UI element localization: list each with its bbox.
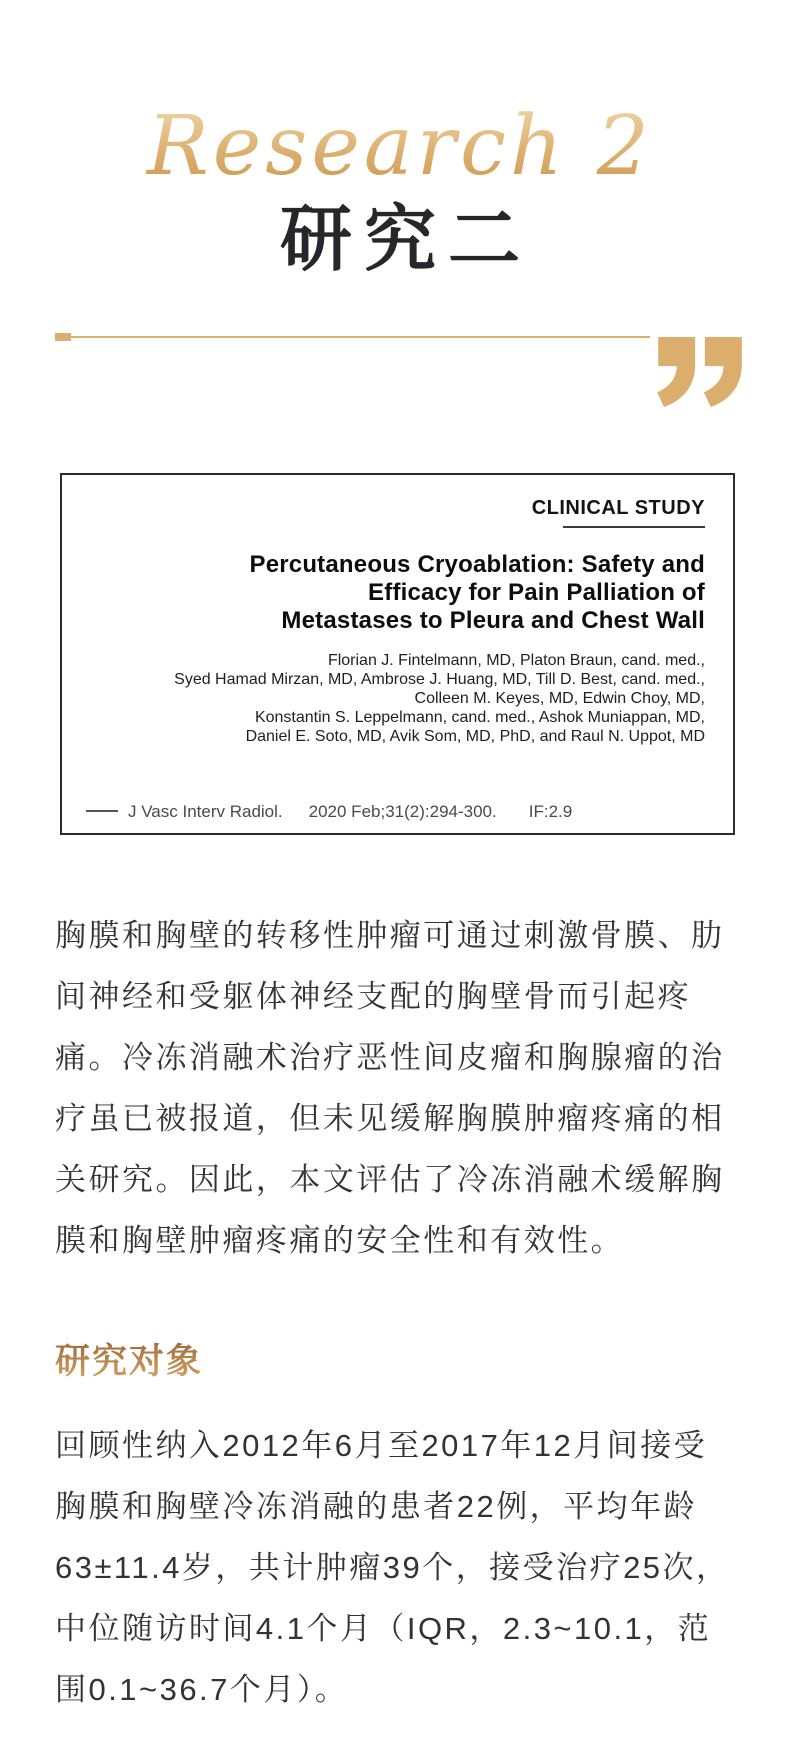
clinical-study-label: CLINICAL STUDY: [531, 497, 705, 519]
study-subjects-line: 围0.1~36.7个月）。: [55, 1672, 349, 1707]
citation-issue: 2020 Feb;31(2):294-300.: [308, 802, 497, 821]
quote-icon: [656, 337, 746, 407]
abstract-paragraph: [55, 905, 747, 1271]
abstract-line: 间神经和受躯体神经支配的胸壁骨而引起疼: [55, 979, 692, 1014]
paper-authors: [85, 651, 705, 746]
paper-title-line: Metastases to Pleura and Chest Wall: [281, 607, 705, 634]
divider-line: [55, 336, 650, 338]
author-line: Colleen M. Keyes, MD, Edwin Choy, MD,: [414, 690, 705, 707]
author-line: Daniel E. Soto, MD, Avik Som, MD, PhD, and Raul N. Uppot, MD: [245, 728, 705, 745]
citation-impact-factor: IF:2.9: [528, 802, 573, 821]
author-line: Florian J. Fintelmann, MD, Platon Braun, cand. med.,: [327, 652, 705, 669]
citation-dash: [86, 810, 118, 812]
tag-underline: [563, 526, 705, 528]
script-title: Research 2: [0, 106, 800, 188]
abstract-line: 膜和胸壁肿瘤疼痛的安全性和有效性。: [55, 1223, 625, 1258]
paper-title: [105, 551, 705, 635]
author-line: Syed Hamad Mirzan, MD, Ambrose J. Huang, MD, Till D. Best, cand. med.,: [174, 671, 705, 688]
clinical-study-tag: [532, 497, 705, 528]
abstract-line: 痛。冷冻消融术治疗恶性间皮瘤和胸腺瘤的治: [55, 1040, 725, 1075]
abstract-line: 关研究。因此，本文评估了冷冻消融术缓解胸: [55, 1162, 725, 1197]
abstract-line: 胸膜和胸壁的转移性肿瘤可通过刺激骨膜、肋: [55, 918, 725, 953]
study-subjects-paragraph: [55, 1415, 747, 1720]
paper-card: [60, 473, 735, 835]
paper-citation: [86, 802, 709, 822]
paper-title-line: Efficacy for Pain Palliation of: [368, 579, 705, 606]
abstract-line: 疗虽已被报道，但未见缓解胸膜肿瘤疼痛的相: [55, 1101, 725, 1136]
study-subjects-line: 胸膜和胸壁冷冻消融的患者22例，平均年龄: [55, 1489, 698, 1524]
section-heading-study-subjects: 研究对象: [55, 1341, 204, 1382]
page-title: 研究二: [279, 196, 532, 281]
citation-journal: J Vasc Interv Radiol.: [128, 802, 283, 821]
paper-title-line: Percutaneous Cryoablation: Safety and: [249, 551, 705, 578]
study-subjects-line: 63±11.4岁，共计肿瘤39个，接受治疗25次，: [55, 1550, 730, 1585]
study-subjects-line: 中位随访时间4.1个月（IQR，2.3~10.1，范: [55, 1611, 712, 1646]
author-line: Konstantin S. Leppelmann, cand. med., Ashok Muniappan, MD,: [254, 709, 705, 726]
study-subjects-line: 回顾性纳入2012年6月至2017年12月间接受: [55, 1428, 708, 1463]
